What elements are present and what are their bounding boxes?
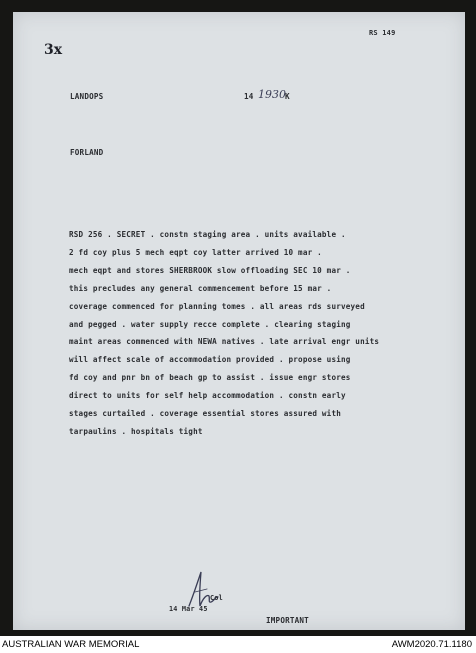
accession-number: AWM2020.71.1180 [391,639,472,650]
time-handwritten: 1930 [258,88,286,101]
message-form [13,12,465,630]
signature-title: Col [210,594,223,602]
time-typed: 14 [244,92,254,101]
priority-label: IMPORTANT [266,616,309,625]
body-line: mech eqpt and stores SHERBROOK slow offloading SEC 10 mar . [69,265,351,275]
body-line: maint areas commenced with NEWA natives . late arrival engr units [69,337,380,347]
body-line: tarpaulins . hospitals tight [69,426,203,436]
archive-footer [0,636,476,653]
ref-number: RS 149 [369,29,396,37]
sender: FORLAND [70,148,104,157]
body-line: direct to units for self help accommodation . constn early [69,391,346,401]
body-line: and pegged . water supply recce complete . clearing staging [69,319,351,329]
body-line: coverage commenced for planning tomes . all areas rds surveyed [69,301,365,311]
time-suffix: K [285,92,290,101]
recipient: LANDOPS [70,92,104,101]
body-line: fd coy and pnr bn of beach gp to assist . issue engr stores [69,373,351,383]
body-line: this precludes any general commencement before 15 mar . [69,283,332,293]
institution-name: AUSTRALIAN WAR MEMORIAL [2,639,140,650]
body-line: RSD 256 . SECRET . constn staging area . units available . [69,230,346,239]
message-body [69,226,379,441]
body-line: 2 fd coy plus 5 mech eqpt coy latter arrived 10 mar . [69,247,322,257]
date: 14 Mar 45 [169,605,208,613]
corner-mark: 3x [44,42,63,58]
body-line: will affect scale of accommodation provided . propose using [69,355,351,365]
body-line: stages curtailed . coverage essential stores assured with [69,409,341,419]
